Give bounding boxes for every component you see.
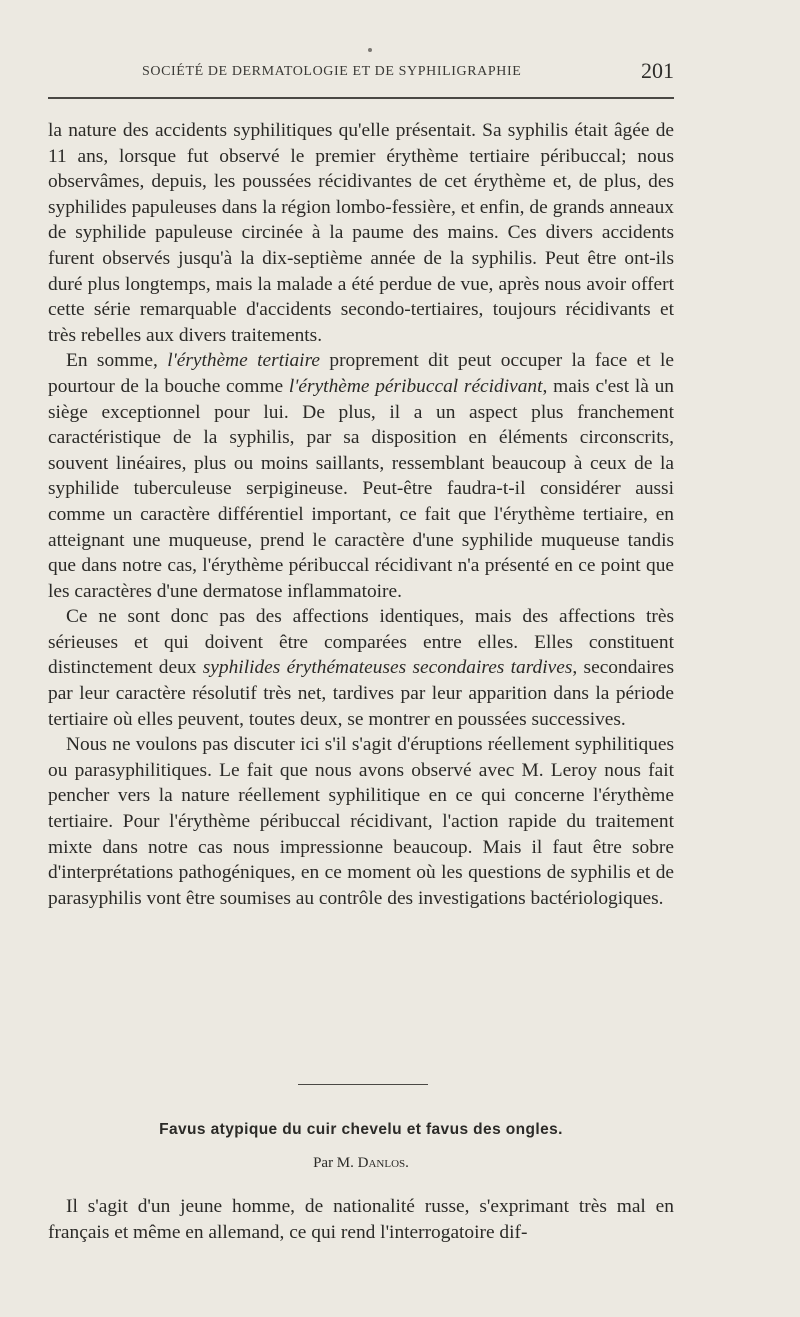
section-body-text: [48, 1194, 674, 1245]
paragraph-p3: [48, 604, 674, 732]
header-rule: [48, 97, 674, 99]
text-run: Ce ne sont donc pas des affections identiques, mais des affections très sérieuses et qui doivent être comparées entre elles. Elles constituent distinctement deux: [48, 606, 674, 679]
text-run: , mais c'est là un siège exceptionnel pour lui. De plus, il a un aspect plus franchement caractéristique de la syphilis, par sa disposition en éléments circonscrits, souvent linéaires, plus ou moins saillants, ressemblant beaucoup à ceux de la syphilide tuberculeuse serpigineuse. Peut-être faudra-t-il considérer aussi comme un caractère différentiel important, ce fait que l'érythème tertiaire, en atteignant une muqueuse, prend le caractère d'une syphilide muqueuse tandis que dans notre cas, l'érythème péribuccal récidivant n'a présenté en ce point que les caractères d'une dermatose inflammatoire.: [48, 375, 674, 602]
section-title: Favus atypique du cuir chevelu et favus des ongles.: [159, 1121, 563, 1138]
page-header: [48, 58, 674, 88]
text-run: , secondaires par leur caractère résolutif très net, tardives par leur apparition dans la période tertiaire où elles peuvent, toutes deux, se montrer en poussées successives.: [48, 657, 674, 730]
paragraph-p2: [48, 348, 674, 604]
body-text: [48, 118, 674, 911]
text-run: la nature des accidents syphilitiques qu'elle présentait. Sa syphilis était âgée de 11 ans, lorsque fut observé le premier érythème tertiaire péribuccal; nous observâmes, depuis, les poussées récidivantes de cet érythème et, de plus, des syphilides papuleuses dans la région lombo-fessière, et enfin, de grands anneaux de syphilide papuleuse circinée à la paume des mains. Ces divers accidents furent observés jusqu'à la dix-septième année de la syphilis. Peut être ont-ils duré plus longtemps, mais la malade a été perdue de vue, après nous avoir offert cette série remarquable d'accidents secondo-tertiaires, toujours récidivants et très rebelles aux divers traitements.: [48, 120, 674, 346]
paragraph-p4: [48, 732, 674, 911]
byline-author: Danlos.: [357, 1155, 409, 1171]
section-separator-rule: [298, 1084, 428, 1085]
text-run: Nous ne voulons pas discuter ici s'il s'agit d'éruptions réellement syphilitiques ou parasyphilitiques. Le fait que nous avons observé avec M. Leroy nous fait pencher vers la nature réellement syphilitique en ce qui concerne l'érythème tertiaire. Pour l'érythème péribuccal récidivant, l'action rapide du traitement mixte dans notre cas nous impressionne beaucoup. Mais il faut être sobre d'interprétations pathogéniques, en ce moment où les questions de syphilis et de parasyphilis vont être soumises au contrôle des investigations bactériologiques.: [48, 734, 674, 909]
italic-term: syphilides érythémateuses secondaires tardives: [202, 657, 573, 679]
paragraph-p1: [48, 118, 674, 348]
italic-term: l'érythème péribuccal récidivant: [288, 375, 543, 397]
running-head: SOCIÉTÉ DE DERMATOLOGIE ET DE SYPHILIGRAPHIE: [142, 64, 522, 79]
text-run: En somme,: [66, 350, 168, 372]
byline-prefix: Par M.: [313, 1155, 358, 1171]
text-run: proprement dit peut occuper la face et le pourtour de la bouche comme: [48, 350, 674, 397]
italic-term: l'érythème tertiaire: [167, 350, 320, 372]
ink-speck: [368, 48, 372, 52]
paragraph-final: Il s'agit d'un jeune homme, de nationalité russe, s'exprimant très mal en français et même en allemand, ce qui rend l'interrogatoire dif-: [48, 1196, 674, 1243]
author-byline: [48, 1155, 674, 1172]
page-number: 201: [641, 58, 674, 83]
